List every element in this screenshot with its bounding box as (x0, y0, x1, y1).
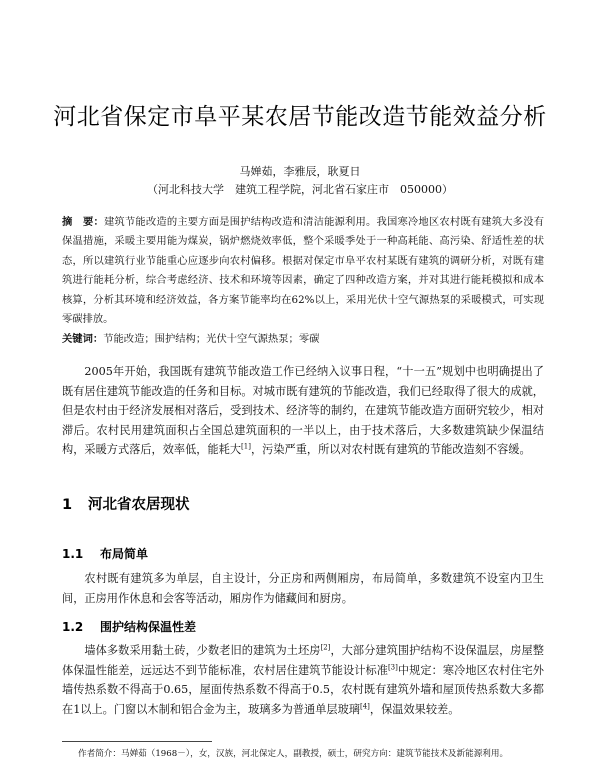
subsection-number: 1.1 (62, 547, 84, 561)
abstract-label: 摘 要： (62, 216, 104, 228)
keywords-label: 关键词： (62, 333, 104, 345)
paragraph-1-1: 农村既有建筑多为单层，自主设计，分正房和两侧厢房，布局简单，多数建筑不设室内卫生间，正房用作休息和会客等活动，厢房作为储藏间和厨房。 (62, 572, 544, 605)
subsection-heading-1-1 (62, 545, 148, 562)
paragraph-1-2 (62, 641, 544, 719)
subsection-heading-1-2 (62, 618, 196, 635)
section-heading-1 (62, 493, 190, 514)
subsection-title: 围护结构保温性差 (100, 620, 197, 634)
keywords (62, 330, 544, 349)
citation-ref: [1] (241, 442, 251, 451)
citation-ref: [2] (320, 643, 331, 652)
paragraph-text: ，保温效果较差。 (369, 702, 460, 716)
author-list: 马婵茹，李雅辰，耿夏日 (239, 165, 361, 178)
section-number: 1 (62, 497, 73, 513)
citation-ref: [4] (360, 702, 370, 711)
keywords-text: 节能改造；围护结构；光伏十空气源热泵；零碳 (103, 333, 320, 345)
abstract-text: 建筑节能改造的主要方面是围护结构改造和清洁能源利用。我国寒冷地区农村既有建筑大多没有保温措施，采暖主要用能为煤炭，锅炉燃烧效率低，整个采暖季处于一种高耗能、高污染、舒适性差的状态，所以建筑行业节能重心应逐步向农村偏移。根据对保定市阜平农村某既有建筑的调研分析，对既有建筑进行能耗分析，综合考虑经济、技术和环境等因素，确定了四种改造方案，并对其进行能耗模拟和成本核算，分析其环境和经济效益，各方案节能率均在62%以上，采用光伏十空气源热泵的采暖模式，可实现零碳排放。 (62, 216, 545, 326)
abstract (62, 213, 544, 329)
citation-ref: [3] (387, 662, 398, 671)
subsection-number: 1.2 (62, 620, 84, 634)
paragraph-text: 墙体多数采用黏土砖，少数老旧的建筑为土坯房 (84, 644, 321, 657)
intro-text-1: 2005年开始，我国既有建筑节能改造工作已经纳入议事日程，“十一五”规划中也明确提出了既有居住建筑节能改造的任务和目标。对城市既有建筑的节能改造，我们已经取得了很大的成就，但是农村由于经济发展相对落后，受到技术、经济等的制约，在建筑节能改造方面研究较少，相对滞后。农村民用建筑面积占全国总建筑面积的一半以上，由于技术落后，大多数建筑缺少保温结构，采暖方式落后，效率低，能耗大 (62, 365, 544, 457)
intro-text-2: ，污染严重，所以对农村既有建筑的节能改造刻不容缓。 (250, 443, 531, 457)
subsection-title: 布局简单 (100, 547, 149, 561)
affiliation: （河北科技大学 建筑工程学院，河北省石家庄市 050000） (147, 183, 453, 196)
paper-title: 河北省保定市阜平某农居节能改造节能效益分析 (53, 104, 547, 130)
footnote-divider (62, 741, 212, 742)
intro-paragraph (62, 362, 544, 460)
section-title: 河北省农居现状 (88, 497, 190, 513)
paragraph-text: 中规定：寒冷地区农村住宅外墙传热系数不得高于0.65，屋面传热系数不得高于0.5，农村既有建筑外墙和屋顶传热系数大多都在1以上。门窗以木制和铝合金为主，玻璃多为普通单层玻璃 (62, 663, 544, 716)
paragraph-text: ，大部分建筑围护结构不设保温层，房屋整体保温性能差，远远达不到节能标准，农村居住建筑节能设计标准 (62, 644, 544, 677)
author-footnote: 作者简介：马婵茹（1968－），女，汉族，河北保定人，副教授，硕士，研究方向：建筑节能技术及新能源利用。 (78, 749, 509, 759)
